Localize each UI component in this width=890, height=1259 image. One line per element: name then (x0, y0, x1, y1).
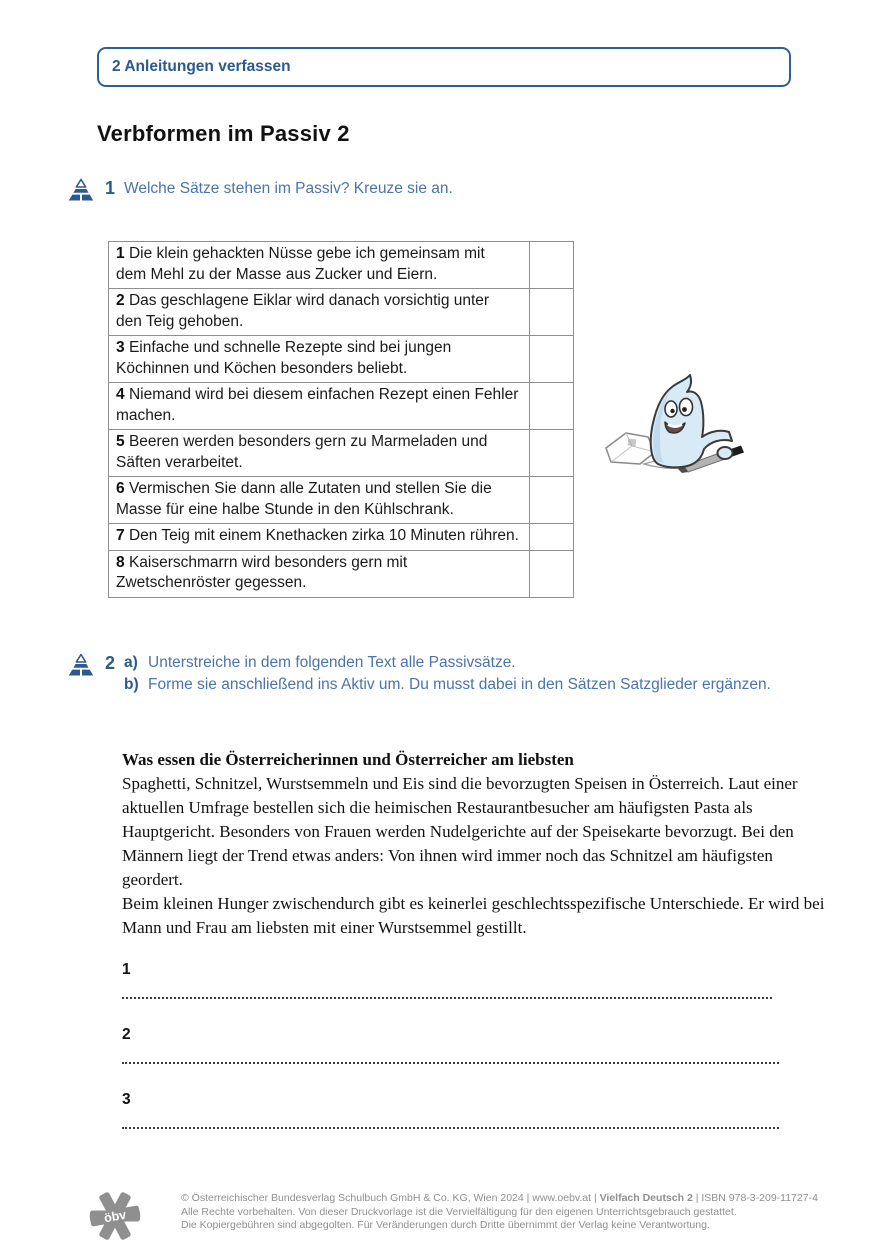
answer-checkbox-cell[interactable] (530, 383, 574, 430)
task1-instruction: Welche Sätze stehen im Passiv? Kreuze sie an. (124, 180, 453, 197)
footer-imprint (181, 1192, 821, 1233)
sentence-text: Das geschlagene Eiklar wird danach vorsichtig unter den Teig gehoben. (116, 292, 490, 330)
sentence-cell (109, 524, 530, 551)
answer-write-line[interactable] (122, 1126, 779, 1129)
answer-checkbox-cell[interactable] (530, 336, 574, 383)
answer-checkbox-cell[interactable] (530, 242, 574, 289)
footer-line-2: Alle Rechte vorbehalten. Von dieser Druckvorlage ist die Vervielfältigung für den eigenen Unterrichtsgebrauch gestattet. (181, 1205, 737, 1218)
footer-book-title: Vielfach Deutsch 2 (599, 1192, 693, 1204)
reading-passage (122, 748, 838, 940)
part-b-label: b) (124, 675, 139, 693)
answer-item (122, 1091, 838, 1129)
sentence-table (108, 241, 574, 598)
table-row (109, 477, 574, 524)
answer-checkbox-cell[interactable] (530, 289, 574, 336)
answer-item (122, 961, 838, 999)
sentence-number: 2 (116, 292, 125, 309)
table-row (109, 289, 574, 336)
sentence-cell (109, 477, 530, 524)
table-row (109, 336, 574, 383)
table-row (109, 550, 574, 597)
oebv-logo (88, 1188, 142, 1244)
passage-heading: Was essen die Österreicherinnen und Österreicher am liebsten (122, 750, 574, 769)
chapter-header-label: 2 Anleitungen verfassen (112, 58, 291, 75)
sentence-number: 4 (116, 386, 125, 403)
sentence-text: Beeren werden besonders gern zu Marmeladen und Säften verarbeitet. (116, 433, 488, 471)
answer-checkbox-cell[interactable] (530, 430, 574, 477)
part-a-text: Unterstreiche in dem folgenden Text alle Passivsätze. (148, 654, 516, 671)
sentence-cell (109, 336, 530, 383)
passage-paragraph: Spaghetti, Schnitzel, Wurstsemmeln und Eis sind die bevorzugten Speisen in Österreich. Laut einer aktuellen Umfrage bestellen sich die heimischen Restaurantbesucher am häufigsten Pasta als Hauptgericht. Besonders von Frauen werden Nudelgerichte auf der Speisekarte bevorzugt. Bei den Männern liegt der Trend etwas anders: Von ihnen wird immer noch das Schnitzel am häufigsten geordert. (122, 774, 798, 889)
task2-header (66, 652, 836, 695)
sentence-text: Einfache und schnelle Rezepte sind bei jungen Köchinnen und Köchen besonders beliebt. (116, 339, 452, 377)
passage-paragraph: Beim kleinen Hunger zwischendurch gibt es keinerlei geschlechtsspezifische Unterschiede. Er wird bei Mann und Frau am liebsten mit einer Wurstsemmel gestillt. (122, 894, 825, 937)
answer-section (122, 961, 838, 1156)
sentence-number: 5 (116, 433, 125, 450)
task1-number: 1 (105, 178, 116, 198)
task1-header (66, 177, 453, 202)
table-row (109, 524, 574, 551)
mascot-illustration (598, 372, 748, 477)
sentence-number: 3 (116, 339, 125, 356)
sentence-cell (109, 383, 530, 430)
footer-line-1 (181, 1192, 821, 1206)
sentence-cell (109, 430, 530, 477)
table-row (109, 383, 574, 430)
answer-checkbox-cell[interactable] (530, 524, 574, 551)
footer-isbn: | ISBN 978-3-209-11727-4 (692, 1192, 818, 1204)
sentence-cell (109, 289, 530, 336)
table-row (109, 430, 574, 477)
answer-number: 3 (122, 1091, 131, 1108)
sentence-text: Den Teig mit einem Knethacken zirka 10 Minuten rühren. (128, 527, 519, 544)
sentence-number: 7 (116, 527, 125, 544)
table-row (109, 242, 574, 289)
pyramid-level-icon (66, 178, 96, 202)
answer-number: 1 (122, 961, 131, 978)
sentence-number: 8 (116, 553, 125, 571)
answer-checkbox-cell[interactable] (530, 477, 574, 524)
sentence-number: 1 (116, 245, 125, 262)
sentence-cell (109, 550, 530, 597)
pyramid-level-icon (66, 653, 96, 677)
task2-part-a (124, 652, 771, 674)
sentence-text: Kaiserschmarrn wird besonders gern mit Zwetschenröster gegessen. (116, 553, 408, 591)
part-a-label: a) (124, 654, 138, 671)
sentence-number: 6 (116, 480, 125, 497)
part-b-text: Forme sie anschließend ins Aktiv um. Du musst dabei in den Sätzen Satzglieder ergänzen. (148, 675, 771, 693)
footer-copyright: © Österreichischer Bundesverlag Schulbuch GmbH & Co. KG, Wien 2024 | www.oebv.at | (181, 1192, 600, 1204)
task2-instructions (124, 652, 771, 695)
sentence-cell (109, 242, 530, 289)
sentence-text: Die klein gehackten Nüsse gebe ich gemeinsam mit dem Mehl zu der Masse aus Zucker und Eiern. (116, 245, 485, 283)
task2-part-b (124, 674, 771, 696)
answer-write-line[interactable] (122, 996, 772, 999)
footer-line-3: Die Kopiergebühren sind abgegolten. Für Veränderungen durch Dritte übernimmt der Verlag keine Verantwortung. (181, 1219, 710, 1231)
answer-write-line[interactable] (122, 1061, 779, 1064)
answer-checkbox-cell[interactable] (530, 550, 574, 597)
sentence-text: Vermischen Sie dann alle Zutaten und stellen Sie die Masse für eine halbe Stunde in den Kühlschrank. (116, 480, 492, 518)
chapter-header-box (97, 47, 791, 87)
page-title: Verbformen im Passiv 2 (97, 121, 350, 146)
task2-number: 2 (105, 653, 116, 673)
oebv-logo-text: öbv (102, 1207, 128, 1226)
sentence-text: Niemand wird bei diesem einfachen Rezept einen Fehler machen. (116, 386, 519, 424)
answer-number: 2 (122, 1026, 131, 1043)
answer-item (122, 1026, 838, 1064)
